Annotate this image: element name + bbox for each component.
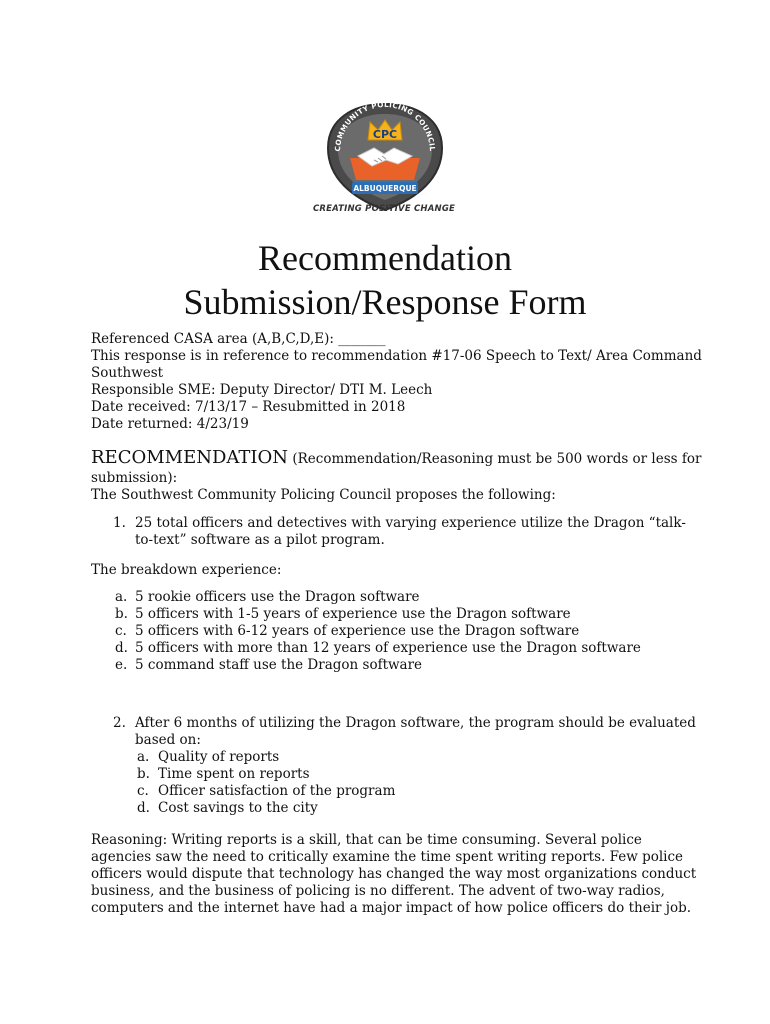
breakdown-heading: The breakdown experience: (91, 562, 282, 578)
cpc-shield-emblem (318, 100, 452, 218)
breakdown-list (91, 589, 691, 674)
responsible-sme: Responsible SME: Deputy Director/ DTI M. Leech (91, 382, 433, 398)
recommendation-heading: RECOMMENDATION (91, 447, 289, 468)
reasoning-line: agencies saw the need to critically examine the time spent writing reports. Few police (91, 849, 684, 865)
item-1-line-2: to-text” software as a pilot program. (135, 532, 385, 548)
item-marker: 2. (113, 715, 126, 731)
reference-line-2: Southwest (91, 365, 164, 381)
reasoning-paragraph (91, 832, 697, 917)
reference-line-1: This response is in reference to recommendation #17-06 Speech to Text/ Area Command (91, 348, 702, 364)
list-item: d. 5 officers with more than 12 years of experience use the Dragon software (115, 640, 641, 656)
item-2-line-2: based on: (135, 732, 201, 748)
cpc-logo (318, 100, 452, 218)
recommendation-note-continued: submission): (91, 470, 178, 486)
reasoning-line: officers would dispute that technology has changed the way most organizations conduct (91, 866, 697, 882)
proposal-item-1 (91, 515, 691, 549)
reasoning-line: computers and the internet have had a major impact of how police officers do their job. (91, 900, 691, 916)
item-2-line-1: After 6 months of utilizing the Dragon software, the program should be evaluated (135, 715, 696, 731)
list-item: e. 5 command staff use the Dragon software (115, 657, 423, 673)
item-marker: 1. (113, 515, 126, 531)
proposal-item-2 (91, 715, 696, 817)
logo-arc-text: COMMUNITY POLICING COUNCIL (332, 100, 438, 152)
recommendation-section (91, 447, 702, 505)
list-item: c. 5 officers with 6-12 years of experience use the Dragon software (115, 623, 580, 639)
list-item: c. Officer satisfaction of the program (137, 783, 396, 799)
reasoning-line: business, and the business of policing is no different. The advent of two-way radios, (91, 883, 665, 899)
list-item: b. 5 officers with 1-5 years of experience use the Dragon software (115, 606, 571, 622)
page-title-line-1: Recommendation (258, 238, 512, 278)
list-item: b. Time spent on reports (137, 766, 310, 782)
logo-badge-text: CPC (372, 128, 398, 141)
page-title-line-2: Submission/Response Form (183, 282, 587, 322)
logo-tagline: CREATING POSITIVE CHANGE (312, 204, 456, 214)
header-info (91, 331, 702, 433)
list-item: d. Cost savings to the city (137, 800, 318, 816)
recommendation-note: (Recommendation/Reasoning must be 500 words or less for (288, 451, 702, 467)
list-item: a. Quality of reports (137, 749, 280, 765)
recommendation-intro: The Southwest Community Policing Council proposes the following: (91, 487, 556, 503)
date-returned: Date returned: 4/23/19 (91, 416, 249, 432)
item-1-line-1: 25 total officers and detectives with varying experience utilize the Dragon “talk- (135, 515, 686, 531)
reasoning-line: Reasoning: Writing reports is a skill, that can be time consuming. Several police (91, 832, 642, 848)
list-item: a. 5 rookie officers use the Dragon software (115, 589, 420, 605)
logo-city-text: ALBUQUERQUE (353, 184, 417, 193)
casa-area-field: Referenced CASA area (A,B,C,D,E): _______ (91, 331, 386, 347)
date-received: Date received: 7/13/17 – Resubmitted in 2018 (91, 399, 406, 415)
